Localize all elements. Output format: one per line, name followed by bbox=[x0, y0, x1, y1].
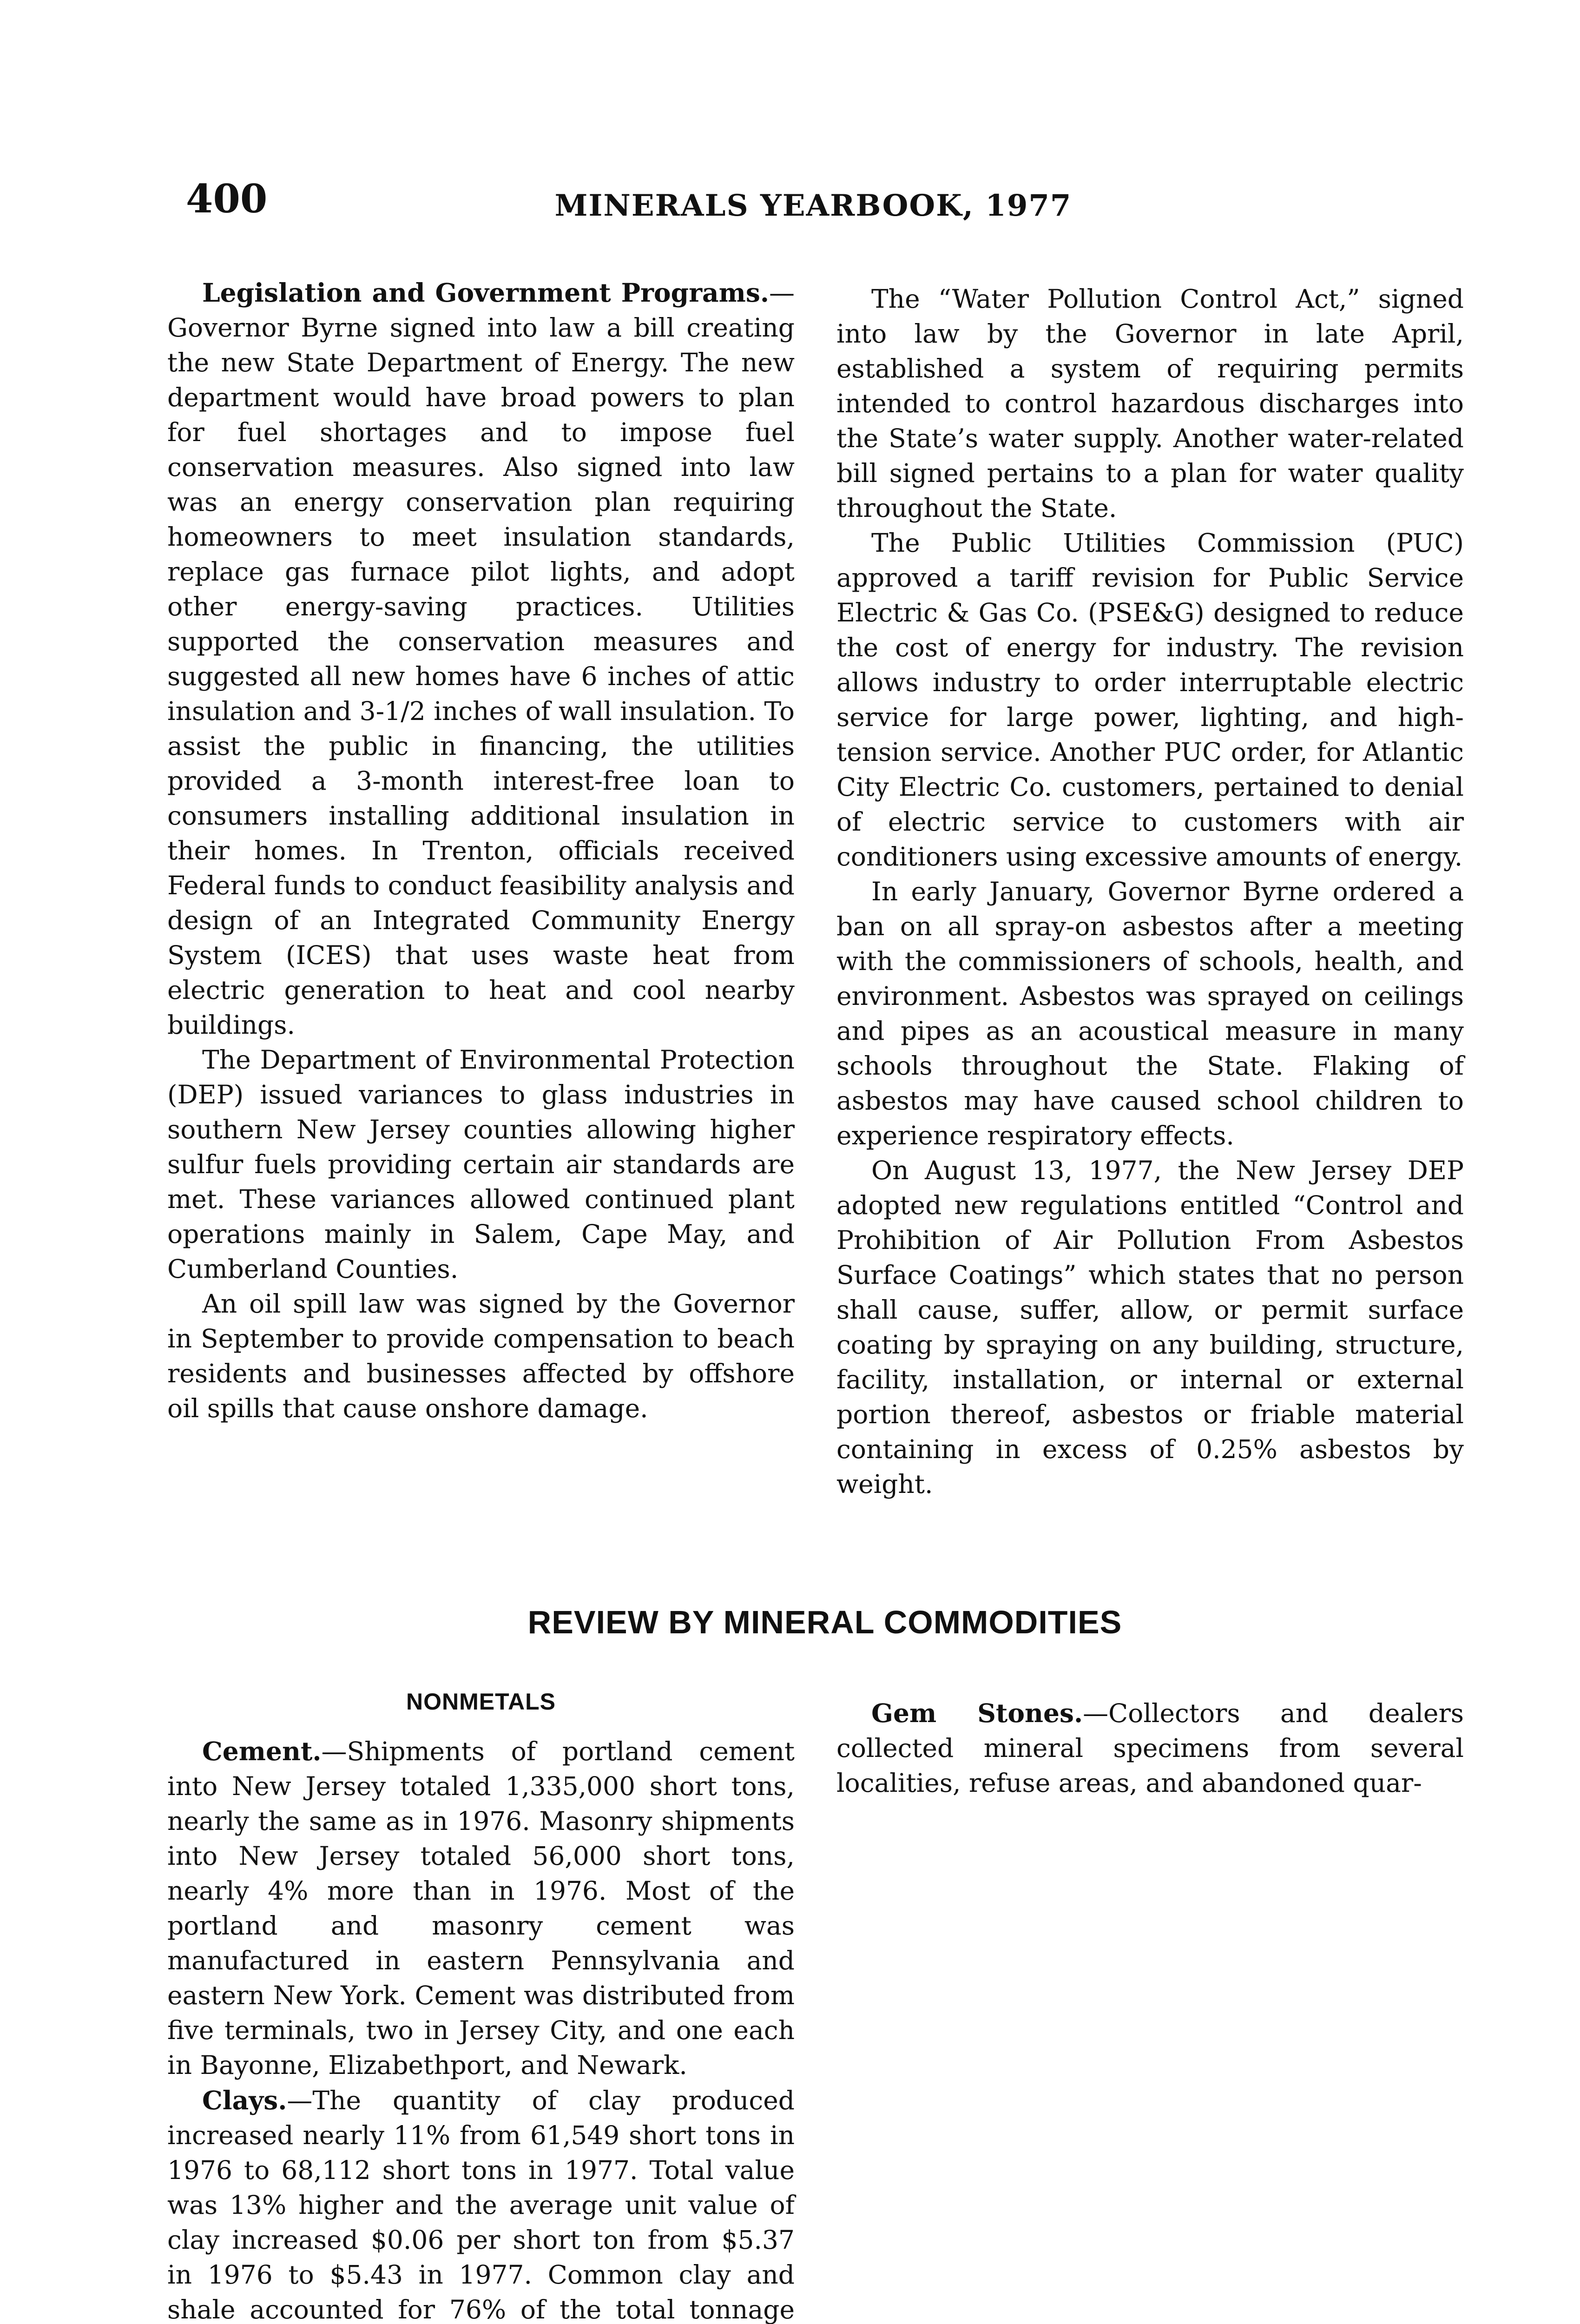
section-heading: REVIEW BY MINERAL COMMODITIES bbox=[527, 1604, 1122, 1640]
gem-stones-heading: Gem Stones. bbox=[871, 1698, 1083, 1728]
legislation-paragraph-1 bbox=[167, 275, 795, 1043]
cement-paragraph bbox=[167, 1734, 795, 2083]
page-number: 400 bbox=[186, 176, 268, 222]
legislation-heading: Legislation and Government Programs. bbox=[202, 277, 769, 308]
subsection-heading: NONMETALS bbox=[406, 1689, 556, 1715]
legislation-column-left bbox=[167, 275, 795, 1426]
legislation-paragraph-3: An oil spill law was signed by the Governor in September to provide compensation to beach residents and businesses affected by offshore oil spills that cause onshore damage. bbox=[167, 1289, 795, 1423]
cement-text: —Shipments of portland cement into New Jersey totaled 1,335,000 short tons, nearly the same as in 1976. Masonry shipments into New Jersey totaled 56,000 short tons, nearly 4% more than in 1976. Most of the portland and masonry cement was manufactured in eastern Pennsylvania and eastern New York. Cement was distributed from five terminals, two in Jersey City, and one each in Bayonne, Elizabethport, and Newark. bbox=[167, 1736, 795, 2080]
review-column-left bbox=[167, 1734, 795, 2324]
cement-heading: Cement. bbox=[202, 1736, 322, 1766]
running-head: MINERALS YEARBOOK, 1977 bbox=[554, 188, 1072, 223]
legislation-column-right bbox=[836, 282, 1464, 1502]
gem-stones-text: —Collectors and dealers collected mineral specimens from several localities, refuse areas, and abandoned quar- bbox=[836, 1698, 1464, 1798]
legislation-paragraph-6: In early January, Governor Byrne ordered a ban on all spray-on asbestos after a meeting with the commissioners of schools, health, and environment. Asbestos was sprayed on ceilings and pipes as an acoustical measure in many schools throughout the State. Flaking of asbestos may have caused school children to experience respiratory effects. bbox=[836, 877, 1464, 1150]
review-column-right bbox=[836, 1696, 1464, 1801]
legislation-paragraph-1-text: —Governor Byrne signed into law a bill creating the new State Department of Energy. The new department would have broad powers to plan for fuel shortages and to impose fuel conservation measures. Also signed into law was an energy conservation plan requiring homeowners to meet insulation standards, replace gas furnace pilot lights, and adopt other energy-saving practices. Utilities supported the conservation measures and suggested all new homes have 6 inches of attic insulation and 3-1/2 inches of wall insulation. To assist the public in financing, the utilities provided a 3-month interest-free loan to consumers installing additional insulation in their homes. In Trenton, officials received Federal funds to conduct feasibility analysis and design of an Integrated Community Energy System (ICES) that uses waste heat from electric generation to heat and cool nearby buildings. bbox=[167, 278, 795, 1040]
legislation-paragraph-2: The Department of Environmental Protection (DEP) issued variances to glass industries in southern New Jersey counties allowing higher sulfur fuels providing certain air standards are met. These variances allowed continued plant operations mainly in Salem, Cape May, and Cumberland Counties. bbox=[167, 1045, 795, 1284]
clays-heading: Clays. bbox=[202, 2085, 287, 2115]
legislation-paragraph-4: The “Water Pollution Control Act,” signed into law by the Governor in late April, established a system of requiring permits intended to control hazardous discharges into the State’s water supply. Another water-related bill signed pertains to a plan for water quality throughout the State. bbox=[836, 284, 1464, 523]
legislation-paragraph-5: The Public Utilities Commission (PUC) approved a tariff revision for Public Service Electric & Gas Co. (PSE&G) designed to reduce the cost of energy for industry. The revision allows industry to order interruptable electric service for large power, lighting, and high-tension service. Another PUC order, for Atlantic City Electric Co. customers, pertained to denial of electric service to customers with air conditioners using excessive amounts of energy. bbox=[836, 528, 1464, 872]
clays-text: —The quantity of clay produced increased nearly 11% from 61,549 short tons in 1976 to 68,112 short tons in 1977. Total value was 13% higher and the average unit value of clay increased $0.06 per short ton from $5.37 in 1976 to $5.43 in 1977. Common clay and shale accounted for 76% of the total tonnage bbox=[167, 2086, 795, 2324]
gem-stones-paragraph bbox=[836, 1696, 1464, 1801]
legislation-paragraph-7: On August 13, 1977, the New Jersey DEP adopted new regulations entitled “Control and Prohibition of Air Pollution From Asbestos Surface Coatings” which states that no person shall cause, suffer, allow, or permit surface coating by spraying on any building, structure, facility, installation, or internal or external portion thereof, asbestos or friable material containing in excess of 0.25% asbestos by weight. bbox=[836, 1155, 1464, 1499]
clays-paragraph bbox=[167, 2083, 795, 2324]
